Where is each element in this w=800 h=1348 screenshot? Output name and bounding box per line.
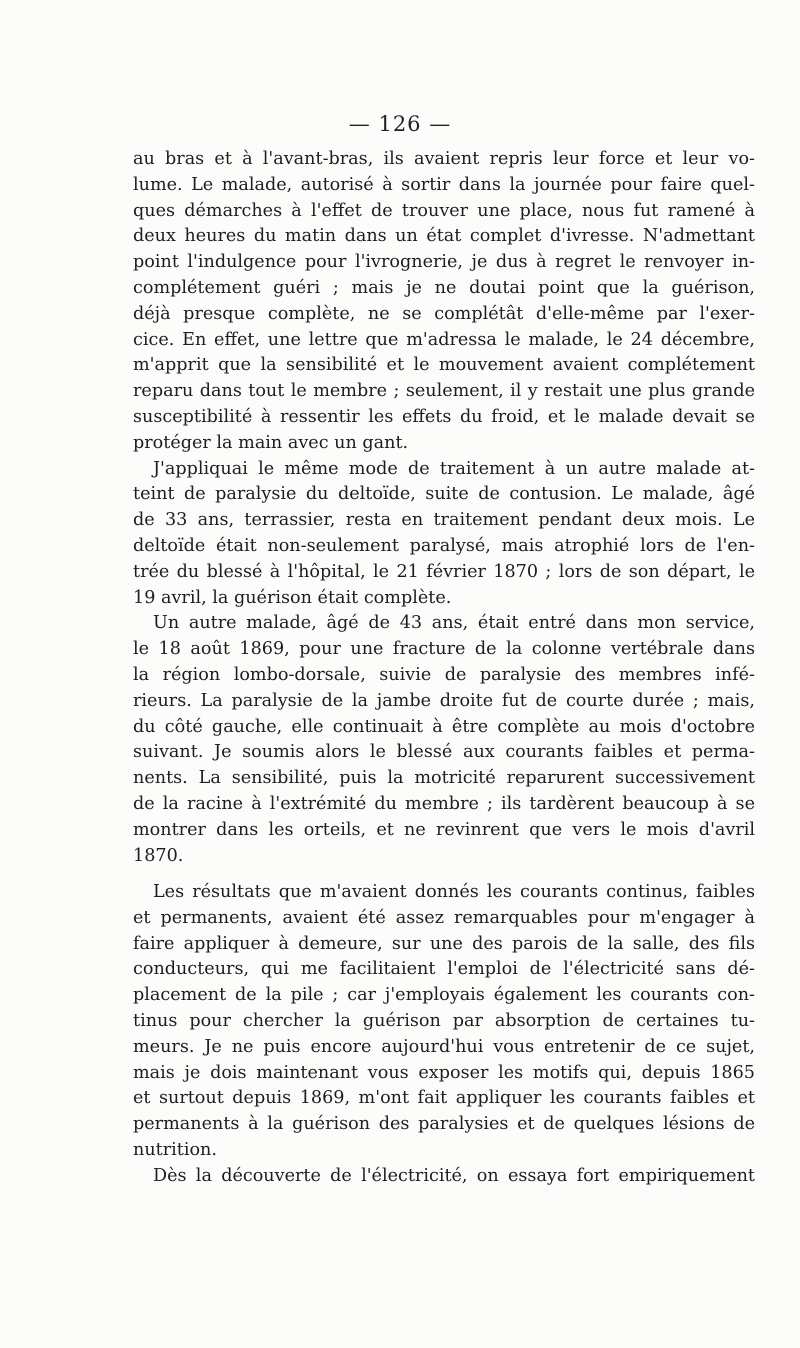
text-line: et surtout depuis 1869, m'ont fait appliquer les courants faibles et [133,1088,755,1109]
text-line: déjà presque complète, ne se complétât d'elle-même par l'exer- [133,303,755,324]
text-line: rieurs. La paralysie de la jambe droite fut de courte durée ; mais, [133,690,755,711]
text-line: permanents à la guérison des paralysies et de quelques lésions de [133,1114,755,1135]
text-line: deltoïde était non-seulement paralysé, mais atrophié lors de l'en- [133,535,755,556]
text-line: Les résultats que m'avaient donnés les courants continus, faibles [153,882,755,902]
text-line: conducteurs, qui me facilitaient l'emploi de l'électricité sans dé- [133,959,755,980]
text-line: trée du blessé à l'hôpital, le 21 février 1870 ; lors de son départ, le [133,561,755,582]
paragraph-2 [133,457,755,612]
text-line: nents. La sensibilité, puis la motricité reparurent successivement [133,768,755,789]
paragraph-4 [133,880,755,1164]
paragraph-5 [133,1164,755,1190]
text-line: de la racine à l'extrémité du membre ; ils tardèrent beaucoup à se [133,793,755,814]
text-line: lume. Le malade, autorisé à sortir dans la journée pour faire quel- [133,174,755,195]
page-number: — 126 — [348,112,452,136]
text-line: ques démarches à l'effet de trouver une place, nous fut ramené à [133,200,755,221]
text-line: au bras et à l'avant-bras, ils avaient repris leur force et leur vo- [133,149,755,169]
text-line: 19 avril, la guérison était complète. [133,587,452,608]
text-line: protéger la main avec un gant. [133,432,409,453]
text-line: meurs. Je ne puis encore aujourd'hui vous entretenir de ce sujet, [133,1036,755,1057]
text-line: le 18 août 1869, pour une fracture de la colonne vertébrale dans [133,639,755,660]
text-line: point l'indulgence pour l'ivrognerie, je dus à regret le renvoyer in- [133,252,755,273]
text-line: 1870. [133,845,184,866]
text-line: Dès la découverte de l'électricité, on essaya fort empiriquement [153,1165,755,1186]
text-line: nutrition. [133,1139,217,1160]
text-line: J'appliquai le même mode de traitement à un autre malade at- [153,458,755,479]
text-line: montrer dans les orteils, et ne revinrent que vers le mois d'avril [133,819,755,840]
text-block-top [133,147,755,869]
text-line: susceptibilité à ressentir les effets du froid, et le malade devait se [133,406,755,427]
text-block-bottom [133,880,755,1190]
paragraph-3 [133,611,755,869]
text-line: cice. En effet, une lettre que m'adressa le malade, le 24 décembre, [133,329,755,350]
text-line: suivant. Je soumis alors le blessé aux courants faibles et perma- [133,742,755,763]
text-line: m'apprit que la sensibilité et le mouvement avaient complétement [133,355,755,376]
text-line: faire appliquer à demeure, sur une des parois de la salle, des fils [133,933,755,954]
text-line: deux heures du matin dans un état complet d'ivresse. N'admettant [133,226,755,247]
text-line: la région lombo-dorsale, suivie de paralysie des membres infé- [133,664,755,685]
text-line: mais je dois maintenant vous exposer les motifs qui, depuis 1865 [133,1062,755,1083]
text-line: Un autre malade, âgé de 43 ans, était entré dans mon service, [153,613,755,634]
text-line: du côté gauche, elle continuait à être complète au mois d'octobre [133,716,755,737]
text-line: tinus pour chercher la guérison par absorption de certaines tu- [133,1010,755,1031]
text-line: teint de paralysie du deltoïde, suite de contusion. Le malade, âgé [133,484,755,505]
paragraph-1 [133,147,755,457]
text-line: reparu dans tout le membre ; seulement, il y restait une plus grande [133,381,755,402]
text-line: placement de la pile ; car j'employais également les courants con- [133,985,755,1006]
text-line: complétement guéri ; mais je ne doutai point que la guérison, [133,277,755,298]
text-line: et permanents, avaient été assez remarquables pour m'engager à [133,907,755,928]
text-line: de 33 ans, terrassier, resta en traitement pendant deux mois. Le [133,510,755,531]
